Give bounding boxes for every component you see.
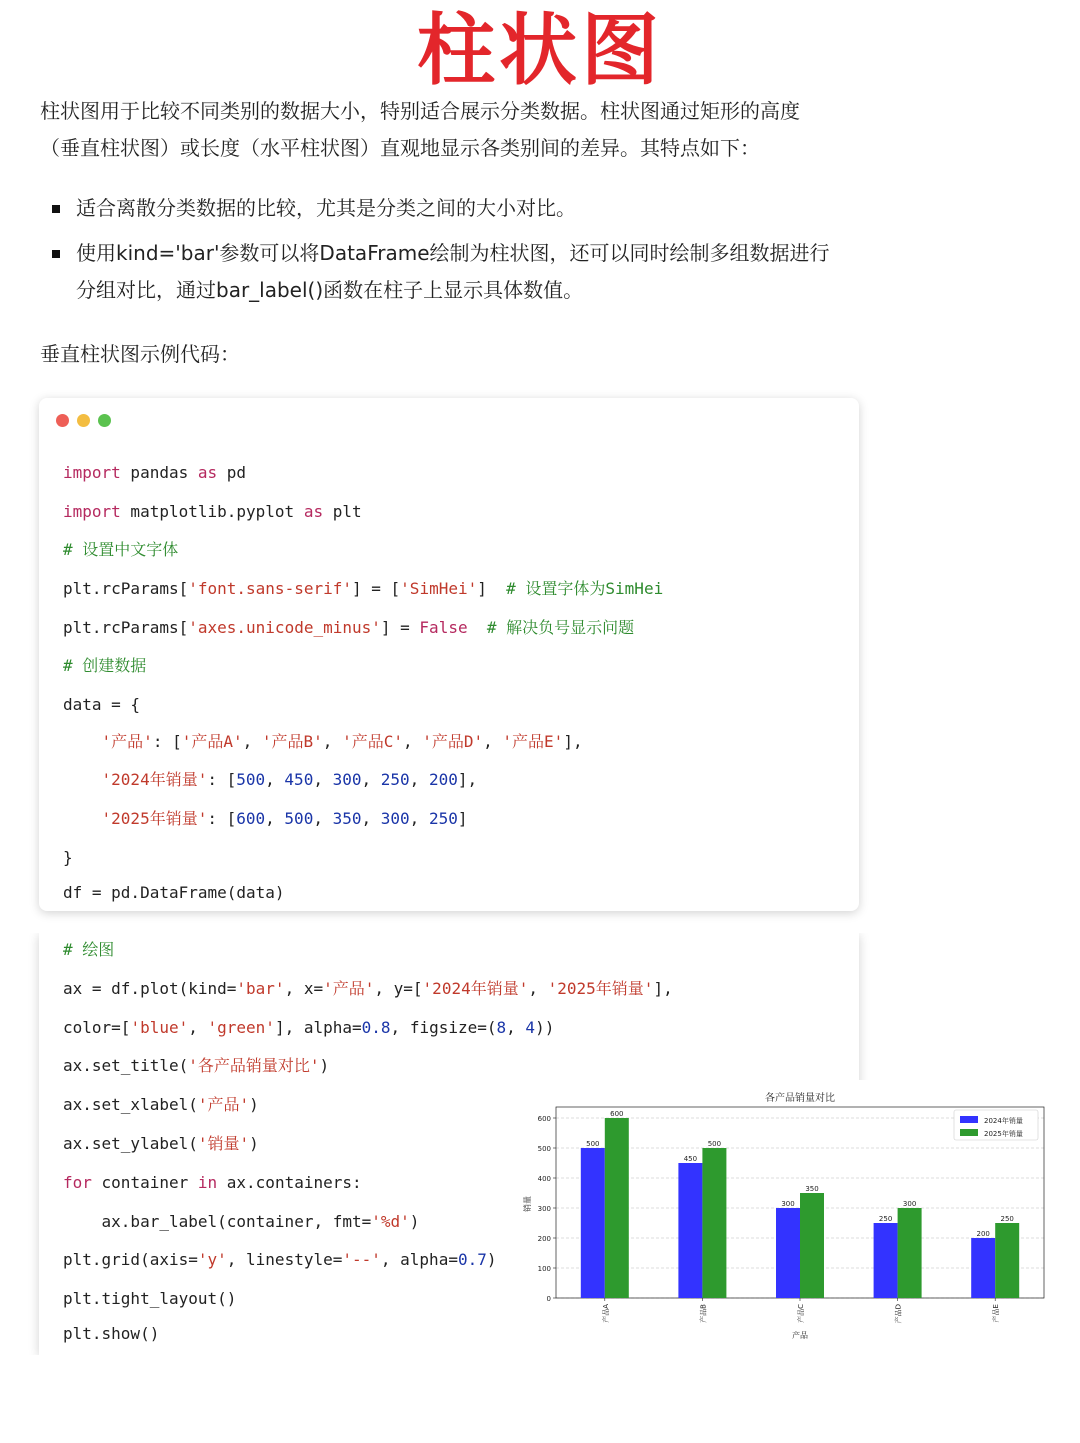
code-line: plt.tight_layout() [63,1289,237,1308]
bar [776,1208,800,1298]
code-line: ax = df.plot(kind='bar', x='产品', y=['2024年销量', '2025年销量'], [63,979,673,998]
y-tick-label: 400 [537,1175,551,1183]
bar [678,1163,702,1298]
minimize-dot-icon [77,414,90,427]
code-line: data = { [63,695,141,714]
bar-value-label: 600 [610,1110,624,1118]
bar [874,1223,898,1298]
code-line: plt.rcParams['font.sans-serif'] = ['SimHei'] # 设置字体为SimHei [63,579,664,598]
code-line: import matplotlib.pyplot as plt [63,502,362,521]
bar [605,1118,629,1298]
code-comment: # 设置中文字体 [63,540,179,559]
bar [581,1148,605,1298]
code-comment: # 绘图 [63,940,115,959]
bar-value-label: 350 [805,1185,819,1193]
code-line: import pandas as pd [63,463,247,482]
code-heading: 垂直柱状图示例代码： [40,342,240,366]
legend-label: 2025年销量 [984,1130,1023,1138]
y-tick-label: 600 [537,1115,551,1123]
bar-value-label: 300 [902,1200,917,1208]
y-axis-label: 销量 [523,1196,532,1212]
intro-line: 柱状图用于比较不同类别的数据大小，特别适合展示分类数据。柱状图通过矩形的高度 [40,99,800,123]
y-tick-label: 300 [537,1205,551,1213]
intro-line: （垂直柱状图）或长度（水平柱状图）直观地显示各类别间的差异。其特点如下： [40,136,760,160]
x-tick-label: 产品E [992,1304,1001,1323]
code-line: for container in ax.containers: [63,1173,362,1192]
bar-value-label: 200 [976,1230,990,1238]
bar [800,1193,824,1298]
y-tick-label: 500 [537,1145,551,1153]
bar-chart-svg [516,1080,1064,1360]
bar-value-label: 250 [878,1215,893,1223]
bar-value-label: 500 [586,1140,600,1148]
y-tick-label: 0 [546,1295,551,1303]
maximize-dot-icon [98,414,111,427]
x-axis-label: 产品 [792,1331,808,1340]
feature-item: 使用kind='bar'参数可以将DataFrame绘制为柱状图，还可以同时绘制多组数据进行 分组对比，通过bar_label()函数在柱子上显示具体数值。 [52,235,872,309]
x-tick-label: 产品C [797,1304,805,1323]
bullet-square-icon [52,205,60,213]
window-controls [56,414,111,427]
code-line: plt.show() [63,1324,160,1343]
code-line: ax.bar_label(container, fmt='%d') [63,1212,420,1231]
y-tick-label: 200 [537,1235,551,1243]
x-tick-label: 产品B [699,1304,708,1323]
feature-list [52,190,872,317]
bar-value-label: 300 [781,1200,795,1208]
code-line: '2025年销量': [600, 500, 350, 300, 250] [101,809,468,828]
legend-swatch [960,1129,978,1136]
page-title: 柱状图 [416,6,663,96]
close-dot-icon [56,414,69,427]
code-line: ax.set_xlabel('产品') [63,1095,259,1114]
code-line: ax.set_title('各产品销量对比') [63,1056,330,1075]
code-line: plt.grid(axis='y', linestyle='--', alpha=0.7) [63,1250,497,1269]
bar [995,1223,1019,1298]
bar-value-label: 250 [1000,1215,1014,1223]
legend-label: 2024年销量 [984,1117,1023,1125]
bullet-square-icon [52,250,60,258]
code-line: '产品': ['产品A', '产品B', '产品C', '产品D', '产品E'], [101,732,583,751]
code-line: plt.rcParams['axes.unicode_minus'] = False # 解决负号显示问题 [63,618,635,637]
bar-value-label: 500 [707,1140,722,1148]
bar-value-label: 450 [683,1155,698,1163]
bar-chart [516,1080,1064,1360]
intro-paragraph [40,93,870,167]
x-tick-label: 产品D [894,1304,903,1324]
feature-item: 适合离散分类数据的比较，尤其是分类之间的大小对比。 [52,190,872,227]
code-line: df = pd.DataFrame(data) [63,883,285,902]
code-line: } [63,848,73,867]
bar [898,1208,922,1298]
code-line: '2024年销量': [500, 450, 300, 250, 200], [101,770,478,789]
code-line: ax.set_ylabel('销量') [63,1134,259,1153]
chart-title: 各产品销量对比 [765,1093,835,1104]
bar [971,1238,995,1298]
bar [702,1148,726,1298]
y-tick-label: 100 [537,1265,551,1273]
legend-swatch [960,1116,978,1123]
code-comment: # 创建数据 [63,656,147,675]
code-line: color=['blue', 'green'], alpha=0.8, figsize=(8, 4)) [63,1018,555,1037]
x-tick-label: 产品A [601,1304,610,1323]
